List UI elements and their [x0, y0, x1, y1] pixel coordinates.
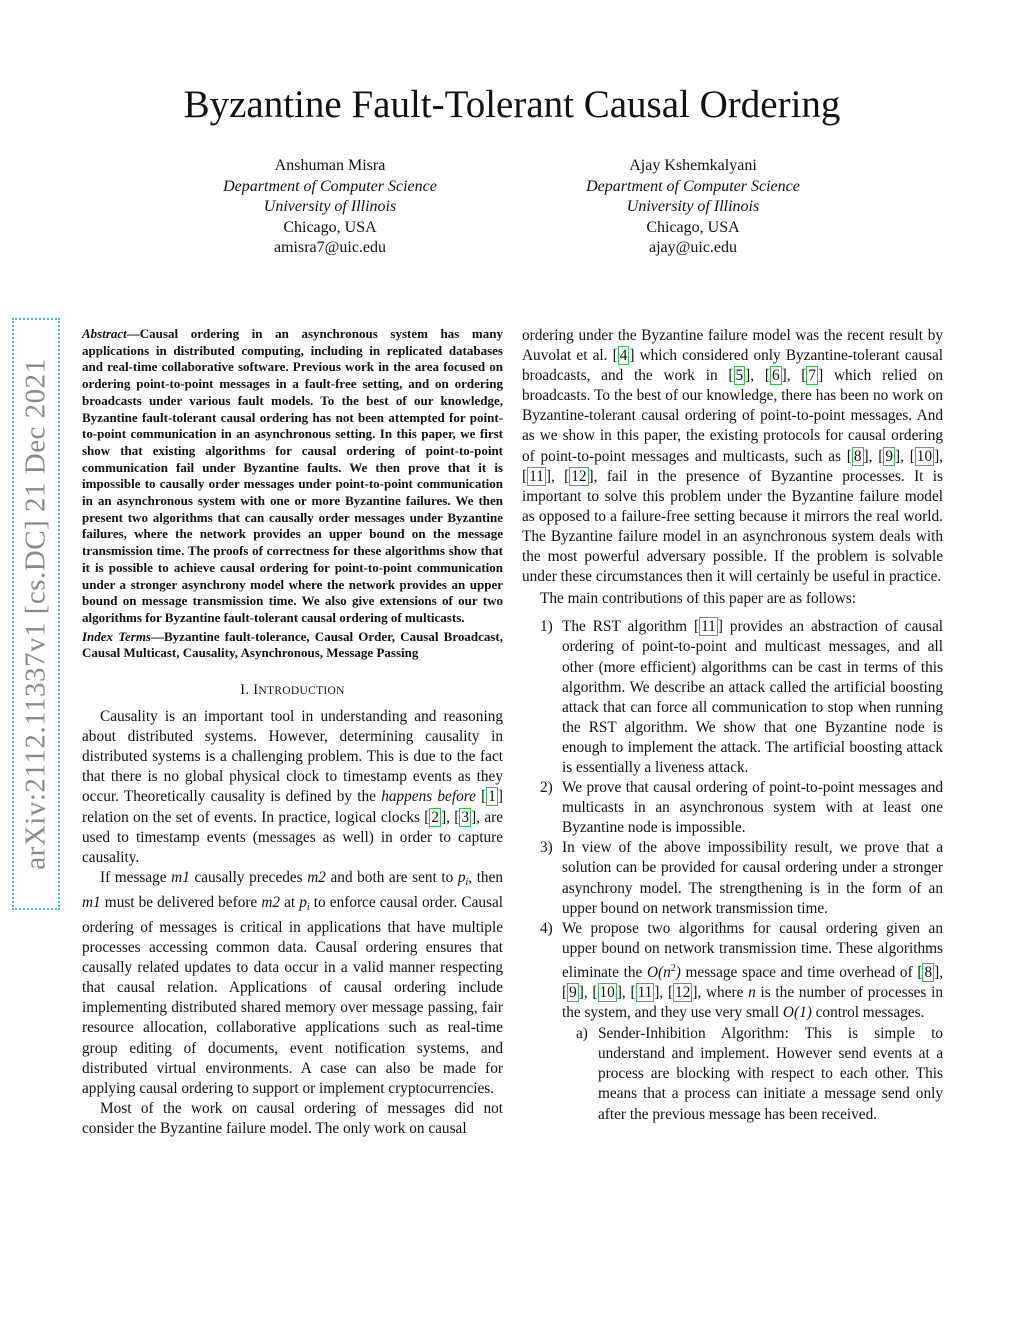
- list-number: 2): [540, 779, 553, 797]
- citation-link[interactable]: 5: [735, 367, 744, 385]
- math: n: [748, 984, 756, 1001]
- text-run: Sender-Inhibition Algorithm: This is simple to understand and implement. However send events at a process are blocking with respect to each other. This means that a process can initiate a message send only after the previous message has been received.: [598, 1025, 943, 1123]
- list-item: [522, 838, 943, 918]
- author-name: Anshuman Misra: [274, 157, 386, 174]
- math-subscript: i: [465, 876, 469, 888]
- text-run: ordering under the Byzantine failure model was the recent result by Auvolat et al.: [522, 327, 943, 365]
- text-run: message space and time overhead of: [685, 963, 913, 981]
- text-run: fail in the presence of Byzantine processes. It is important to solve this problem under the Byzantine failure model as opposed to a failure-free setting because it mirrors the real world. The Byzantine failure model in an asynchronous system deals with the most powerful adversary possible. If the problem is solvable under these circumstances then it will certainly be useful in practice.: [522, 467, 943, 586]
- math-subscript: i: [306, 901, 310, 913]
- citation-link[interactable]: 8: [924, 963, 933, 981]
- arxiv-stamp-text: arXiv:2112.11337v1 [cs.DC] 21 Dec 2021: [19, 358, 52, 870]
- list-number: 3): [540, 839, 553, 857]
- text-run: and both are sent to: [330, 868, 454, 886]
- abstract-label: Abstract: [82, 326, 127, 341]
- text-run: We propose two algorithms for causal ordering given an upper bound on network transmission time. These algorithms eliminate the: [562, 919, 943, 981]
- paragraph: If message m1 causally precedes m2 and both are sent to $p_i$, then m1 must be delivered before m2 at $p_i$ to enforce causal order. Causal ordering of messages is critical in applications that have multiple processes accessing common data. Causal ordering ensures that causally related updates to data occur in a valid manner respecting that causal relation. Applications of causal ordering include implementing distributed shared memory over message passing, fair resource allocation, collaborative applications such as real-time group editing of documents, event notification systems, and distributed virtual environments. A case can also be made for applying causal ordering to support or implement cryptocurrencies.: [82, 868, 504, 1097]
- text-run: provides an abstraction of causal ordering of point-to-point and multicast messages, and all other (more efficient) algorithms can be cast in terms of this algorithm. We describe an attack called the artificial boosting attack that can force all communication to stop when running the RST algorithm. We show that one Byzantine node is enough to implement the attack. The artificial boosting attack is essentially a liveness attack.: [562, 618, 943, 776]
- text-run: which considered only Byzantine-tolerant causal broadcasts, and the work in: [522, 347, 943, 385]
- index-terms-text: Byzantine fault-tolerance, Causal Order, Causal Broadcast, Causal Multicast, Causality, Asynchronous, Message Passing: [82, 628, 503, 661]
- citation-link[interactable]: 9: [569, 984, 577, 1001]
- section-numeral: I.: [240, 682, 250, 699]
- text-run: are used to timestamp events (messages as well) in order to capture causality.: [82, 808, 503, 866]
- paragraph: ordering under the Byzantine failure model was the recent result by Auvolat et al. [ 4 ] which considered only Byzantine-tolerant causal broadcasts, and the work in [ 5 ], [ 6 ], [ 7 ] which relied on broadcasts. To the best of our knowledge, there has been no work on Byzantine-tolerant causal ordering of point-to-point messages. And as we show in this paper, the existing protocols for causal ordering of point-to-point messages and multicasts, such as [ 8 ], [ 9 ], [ 10 ], [ 11 ], [ 12 ], fail in the presence of Byzantine processes. It is important to solve this problem under the Byzantine failure model as opposed to a failure-free setting because it mirrors the real world. The Byzantine failure model in an asynchronous system deals with the most powerful adversary possible. If the problem is solvable under these circumstances then it will certainly be useful in practice.: [522, 327, 944, 586]
- text-run: Causality is an important tool in understanding and reasoning about distributed systems. However, determining causality in distributed systems is a challenging problem. This is due to the fact that there is no global physical clock to timestamp events as they occur. Theoretically causality is defined by the: [82, 708, 503, 806]
- citation-link[interactable]: 9: [885, 447, 893, 465]
- author-email: amisra7@uic.edu: [273, 239, 387, 256]
- list-number: a): [576, 1025, 588, 1043]
- text-run: then: [476, 868, 504, 886]
- math: m1: [171, 868, 190, 886]
- text-run: We prove that causal ordering of point-to-point messages and multicasts in an asynchronous system with at least one Byzantine node is impossible.: [562, 779, 943, 837]
- author-university: University of Illinois: [263, 198, 397, 215]
- left-column: [82, 326, 503, 1139]
- text-run: at: [284, 893, 296, 911]
- math: p: [299, 893, 307, 911]
- list-number: 4): [540, 919, 553, 937]
- author-name: Ajay Kshemkalyani: [629, 157, 757, 174]
- author-university: University of Illinois: [626, 198, 760, 215]
- text-run: control messages.: [815, 1004, 925, 1022]
- text-run: to enforce causal order. Causal ordering of messages is critical in applications that have multiple processes accessing common data. Causal ordering ensures that causally related updates to data occur in a valid manner respecting that causal relation. Applications of causal ordering include implementing distributed shared memory over message passing, fair resource allocation, collaborative applications such as real-time group editing of documents, event notification systems, and distributed virtual environments. A case can also be made for applying causal ordering to support or implement cryptocurrencies.: [82, 893, 504, 1097]
- paragraph: The main contributions of this paper are as follows:: [540, 590, 857, 608]
- author-block-1: [170, 156, 490, 259]
- citation-link[interactable]: 11: [529, 467, 544, 485]
- text-run: must be delivered before: [104, 893, 258, 911]
- section-title-rest: NTRODUCTION: [258, 685, 345, 698]
- text-run: In view of the above impossibility result, we prove that a solution can be provided for causal ordering under a stronger asynchrony model. The strengthening is in the form of an upper bound on network transmission time.: [562, 839, 943, 917]
- contributions-list: [522, 617, 943, 1124]
- citation-link[interactable]: 4: [619, 347, 628, 365]
- author-department: Department of Computer Science: [223, 177, 437, 195]
- text-run: is the number of processes in the system, and they use very small: [562, 984, 944, 1022]
- paragraph: Causality is an important tool in understanding and reasoning about distributed systems. However, determining causality in distributed systems is a challenging problem. This is due to the fact that there is no global physical clock to timestamp events as they occur. Theoretically causality is defined by the happens before [ 1 ] relation on the set of events. In practice, logical clocks [ 2 ], [ 3 ], are used to timestamp events (messages as well) in order to capture causality.: [82, 708, 504, 866]
- section-heading: [82, 682, 503, 699]
- author-department: Department of Computer Science: [586, 177, 800, 195]
- emphasis: happens before: [381, 788, 476, 806]
- sub-list-item: [522, 1024, 943, 1124]
- math: m2: [307, 868, 326, 886]
- paper-title: Byzantine Fault-Tolerant Causal Ordering: [183, 83, 841, 126]
- index-terms: Index Terms—Byzantine fault-tolerance, Causal Order, Causal Broadcast, Causal Multicast, Causality, Asynchronous, Message Passing: [82, 628, 503, 661]
- list-item: 4) We propose two algorithms for causal ordering given an upper bound on network transmission time. These algorithms eliminate the $O(n^2)$ message space and time overhead of [ 8 ], [ 9 ], [ 10 ], [ 11 ], [ 12 ], where n is the number of processes in the system, and they use very small O(1) control messages.: [540, 919, 944, 1022]
- abstract-text: Causal ordering in an asynchronous system has many applications in distributed computing, including in replicated databases and real-time collaborative software. Previous work in the area focused on ordering point-to-point messages in a fault-free setting, and on ordering broadcasts under various fault models. To the best of our knowledge, Byzantine fault-tolerant causal ordering has not been attempted for point-to-point communication in an asynchronous setting. In this paper, we first show that existing algorithms for causal ordering of point-to-point communication fail under Byzantine faults. We then prove that it is impossible to causally order messages under point-to-point communication in an asynchronous system with one or more Byzantine failures. We then present two algorithms that can causally order messages under Byzantine failures, where the network provides an upper bound on the message transmission time. The proofs of correctness for these algorithms show that it is possible to achieve causal ordering for point-to-point communication under a stronger asynchrony model where the network provides an upper bound on message transmission time. We also give extensions of our two algorithms for Byzantine fault-tolerant causal ordering of multicasts.: [82, 326, 503, 625]
- section-title-initial: I: [253, 682, 259, 699]
- text-run: causally precedes: [194, 868, 303, 886]
- text-run: relation on the set of events. In practice, logical clocks: [82, 808, 420, 826]
- text-run: which relied on broadcasts. To the best of our knowledge, there has been no work on Byzantine-tolerant causal ordering of point-to-point messages. And as we show in this paper, the existing protocols for causal ordering of point-to-point messages and multicasts, such as: [522, 367, 943, 465]
- citation-link[interactable]: 6: [771, 367, 780, 385]
- citation-link[interactable]: 7: [808, 367, 817, 385]
- math: p: [457, 868, 466, 886]
- author-city: Chicago, USA: [646, 218, 740, 236]
- citation-link[interactable]: 10: [916, 447, 933, 465]
- list-item: [522, 778, 943, 838]
- math-superscript: 2: [670, 962, 676, 974]
- math: O(n: [646, 963, 671, 981]
- text-run: The RST algorithm: [562, 618, 687, 636]
- text-run: where: [706, 984, 744, 1001]
- citation-link[interactable]: 1: [488, 788, 496, 806]
- citation-link[interactable]: 2: [431, 808, 440, 826]
- abstract: Abstract—Causal ordering in an asynchronous system has many applications in distributed computing, including in replicated databases and real-time collaborative software. Previous work in the area focused on ordering point-to-point messages in a fault-free setting, and on ordering broadcasts under various fault models. To the best of our knowledge, Byzantine fault-tolerant causal ordering has not been attempted for point-to-point communication in an asynchronous setting. In this paper, we first show that existing algorithms for causal ordering of point-to-point communication fail under Byzantine faults. We then prove that it is impossible to causally order messages under point-to-point communication in an asynchronous system with one or more Byzantine failures. We then present two algorithms that can causally order messages under Byzantine failures, where the network provides an upper bound on the message transmission time. The proofs of correctness for these algorithms show that it is possible to achieve causal ordering for point-to-point communication under a stronger asynchrony model where the network provides an upper bound on message transmission time. We also give extensions of our two algorithms for Byzantine fault-tolerant causal ordering of multicasts.: [82, 326, 503, 625]
- math: O(1): [782, 1004, 812, 1022]
- index-terms-label: Index Terms: [82, 628, 151, 644]
- author-city: Chicago, USA: [283, 218, 377, 236]
- paragraph: Most of the work on causal ordering of messages did not consider the Byzantine failure model. The only work on causal: [82, 1099, 503, 1137]
- citation-link[interactable]: 3: [461, 808, 470, 826]
- text-run: If message: [100, 868, 167, 886]
- citation-link[interactable]: 10: [599, 984, 615, 1001]
- citation-link[interactable]: 12: [571, 467, 587, 485]
- citation-link[interactable]: 11: [701, 618, 716, 636]
- math: m2: [261, 893, 281, 911]
- right-column: [522, 326, 943, 1125]
- arxiv-stamp: [12, 318, 60, 910]
- list-number: 1): [540, 618, 553, 636]
- math: ): [675, 963, 681, 981]
- list-item: 1) The RST algorithm [ 11 ] provides an abstraction of causal ordering of point-to-point and multicast messages, and all other (more efficient) algorithms can be cast in terms of this algorithm. We describe an attack called the artificial boosting attack that can force all communication to stop when running the RST algorithm. We show that one Byzantine node is enough to implement the attack. The artificial boosting attack is essentially a liveness attack.: [540, 618, 943, 776]
- math: m1: [82, 893, 101, 911]
- citation-link[interactable]: 8: [853, 447, 862, 465]
- author-email: ajay@uic.edu: [648, 239, 738, 256]
- citation-link[interactable]: 12: [675, 984, 691, 1001]
- citation-link[interactable]: 11: [637, 984, 653, 1001]
- author-block-2: [533, 156, 853, 259]
